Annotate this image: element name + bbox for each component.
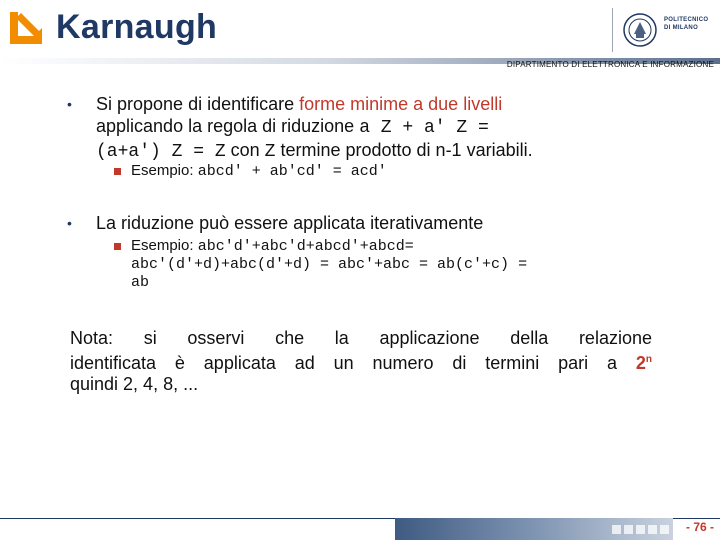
bullet-2-example: Esempio: abc'd'+abc'd+abcd'+abcd= abc'(d'+d)+abc(d'+d) = abc'+abc = ab(c'+c) = ab xyxy=(131,237,671,292)
highlight-text: forme minime a due livelli xyxy=(299,94,503,114)
bullet-1-line-2: applicando la regola di riduzione a Z + a' Z = xyxy=(96,116,489,138)
bullet-2: • La riduzione può essere applicata iterativamente xyxy=(67,213,484,233)
example-formula: abc'd'+abc'd+abcd'+abcd= xyxy=(197,238,414,255)
university-seal-icon xyxy=(622,12,658,48)
bullet-1 xyxy=(67,93,656,163)
bullet-1-example: Esempio: abcd' + ab'cd' = acd' xyxy=(131,162,651,181)
arrow-logo-icon xyxy=(8,10,46,48)
square-bullet-icon xyxy=(114,243,121,250)
slide-header xyxy=(0,0,720,69)
example-formula: abcd' + ab'cd' = acd' xyxy=(197,163,387,180)
department-name: DIPARTIMENTO DI ELETTRONICA E INFORMAZIONE xyxy=(506,60,714,69)
bullet-dot: • xyxy=(67,96,72,112)
formula: Z xyxy=(264,142,276,162)
power-of-two: 2$^n$ xyxy=(635,353,652,373)
note-paragraph: Nota: si osservi che la applicazione della relazione identificata è applicata ad un numero di termini pari a 2$^n$ quindi 2, 4, 8, ... xyxy=(70,328,652,394)
bullet-dot: • xyxy=(67,215,72,231)
formula: a Z + a' Z = xyxy=(359,118,489,138)
example-formula: abc'(d'+d)+abc(d'+d) = abc'+abc = ab(c'+c) = xyxy=(131,256,528,273)
institution-name: POLITECNICO DI MILANO xyxy=(664,17,709,31)
page-number: - 76 - xyxy=(685,520,714,534)
footer-decoration xyxy=(612,521,672,539)
slide-title: Karnaugh xyxy=(56,8,218,46)
formula: (a+a') Z = Z xyxy=(96,142,226,162)
bullet-1-line-3: (a+a') Z = Z con Z termine prodotto di n-1 variabili. xyxy=(96,140,533,162)
example-formula: ab xyxy=(131,274,150,291)
bullet-1-line-1: Si propone di identificare forme minime a due livelli xyxy=(96,94,503,114)
square-bullet-icon xyxy=(114,168,121,175)
header-divider xyxy=(612,8,613,52)
